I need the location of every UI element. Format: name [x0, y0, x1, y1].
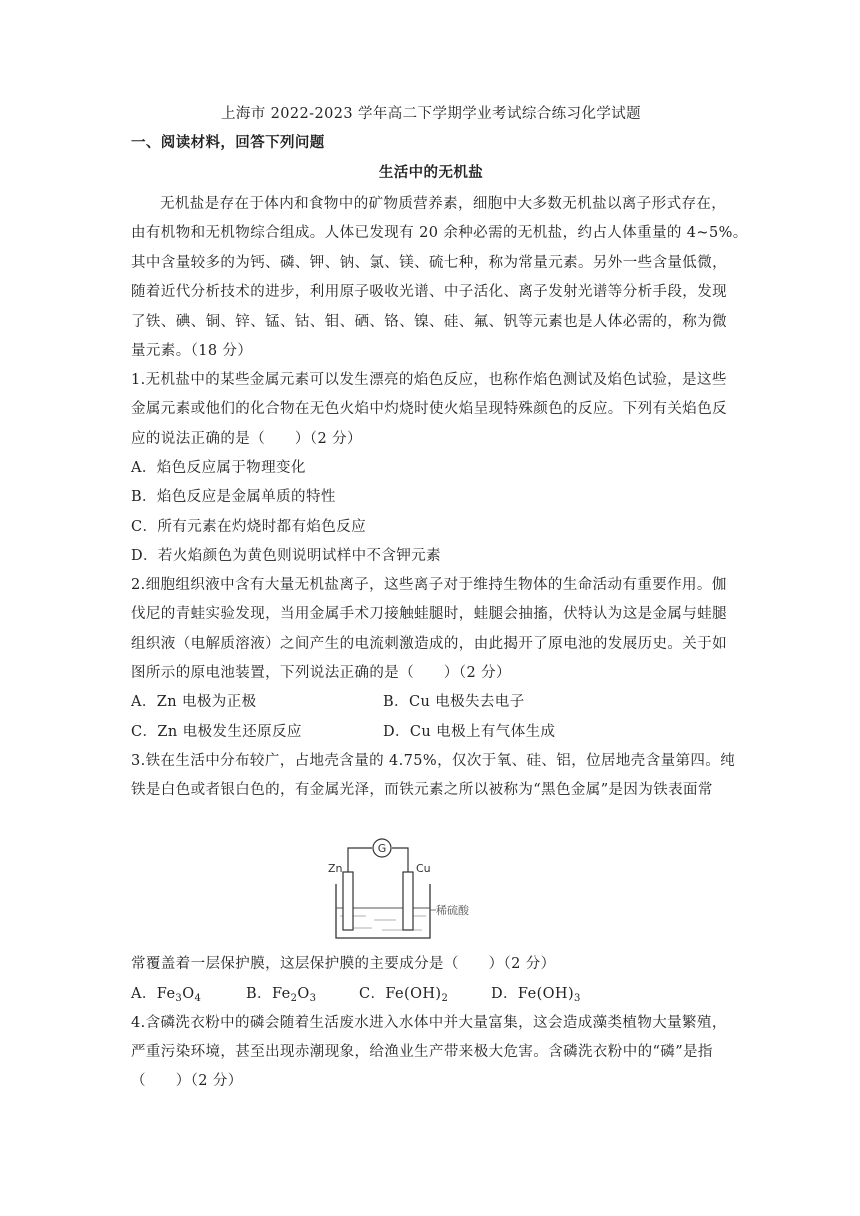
galvanometer-label: G — [377, 842, 387, 855]
option-d: D．Cu 电极上有气体生成 — [383, 724, 556, 740]
paragraph-line: 量元素。（18 分） — [131, 343, 253, 359]
solution-label: 稀硫酸 — [436, 904, 469, 917]
paragraph-line: 无机盐是存在于体内和食物中的矿物质营养素，细胞中大多数无机盐以离子形式存在， — [160, 196, 727, 212]
question-2-line: 图所示的原电池装置，下列说法正确的是（ ）（2 分） — [131, 665, 511, 681]
question-3-line: 常覆盖着一层保护膜，这层保护膜的主要成分是（ ）（2 分） — [131, 956, 556, 972]
option-c: C．所有元素在灼烧时都有焰色反应 — [131, 519, 366, 535]
option-b: B．焰色反应是金属单质的特性 — [131, 489, 336, 505]
question-2-line: 2.细胞组织液中含有大量无机盐离子，这些离子对于维持生物体的生命活动有重要作用。伽 — [131, 577, 727, 593]
document-title: 上海市 2022-2023 学年高二下学期学业考试综合练习化学试题 — [220, 106, 642, 122]
question-1-line: 应的说法正确的是（ ）（2 分） — [131, 431, 362, 447]
paragraph-line: 由有机物和无机物综合组成。人体已发现有 20 余种必需的无机盐，约占人体重量的 4~5%。 — [131, 225, 748, 241]
section-heading: 一、阅读材料，回答下列问题 — [131, 135, 325, 151]
galvanic-cell-svg — [326, 832, 476, 952]
cu-label: Cu — [416, 862, 431, 875]
question-4-line: 严重污染环境，甚至出现赤潮现象，给渔业生产带来极大危害。含磷洗衣粉中的“磷”是指 — [131, 1044, 713, 1060]
question-1-line: 1.无机盐中的某些金属元素可以发生漂亮的焰色反应，也称作焰色测试及焰色试验，是这些 — [131, 372, 727, 388]
galvanic-cell-diagram — [326, 832, 476, 952]
zn-label: Zn — [328, 862, 343, 875]
question-2-line: 组织液（电解质溶液）之间产生的电流刺激造成的，由此揭开了原电池的发展历史。关于如 — [131, 636, 727, 652]
question-3-line: 3.铁在生活中分布较广，占地壳含量的 4.75%，仅次于氧、硅、铝，位居地壳含量第四。纯 — [131, 753, 736, 769]
option-a: A．焰色反应属于物理变化 — [131, 460, 306, 476]
option-d: D．$Fe(OH)_3$ — [491, 986, 581, 1004]
option-d: D．若火焰颜色为黄色则说明试样中不含钾元素 — [131, 548, 442, 564]
option-c: C．Zn 电极发生还原反应 — [131, 724, 302, 740]
question-4-line: （ ）（2 分） — [131, 1073, 243, 1089]
question-1-line: 金属元素或他们的化合物在无色火焰中灼烧时使火焰呈现特殊颜色的反应。下列有关焰色反 — [131, 401, 727, 417]
option-c: C．$Fe(OH)_2$ — [359, 986, 449, 1004]
paragraph-line: 其中含量较多的为钙、磷、钾、钠、氯、镁、硫七种，称为常量元素。另外一些含量低微， — [131, 255, 727, 271]
article-title: 生活中的无机盐 — [378, 165, 484, 181]
question-2-line: 伐尼的青蛙实验发现，当用金属手术刀接触蛙腿时，蛙腿会抽搐，伏特认为这是金属与蛙腿 — [131, 606, 727, 622]
option-a: A．Zn 电极为正极 — [131, 694, 257, 710]
zn-electrode — [343, 872, 353, 930]
option-b: B．Cu 电极失去电子 — [383, 694, 525, 710]
paragraph-line: 随着近代分析技术的进步，利用原子吸收光谱、中子活化、离子发射光谱等分析手段，发现 — [131, 284, 727, 300]
option-b: B．$Fe_2O_3$ — [246, 986, 317, 1004]
option-a: A．$Fe_3O_4$ — [131, 986, 202, 1004]
paragraph-line: 了铁、碘、铜、锌、锰、钴、钼、硒、铬、镍、硅、氟、钒等元素也是人体必需的，称为微 — [131, 314, 727, 330]
question-3-line: 铁是白色或者银白色的，有金属光泽，而铁元素之所以被称为“黑色金属”是因为铁表面常 — [131, 782, 713, 798]
cu-electrode — [403, 872, 413, 930]
question-4-line: 4.含磷洗衣粉中的磷会随着生活废水进入水体中并大量富集，这会造成藻类植物大量繁殖， — [131, 1015, 727, 1031]
